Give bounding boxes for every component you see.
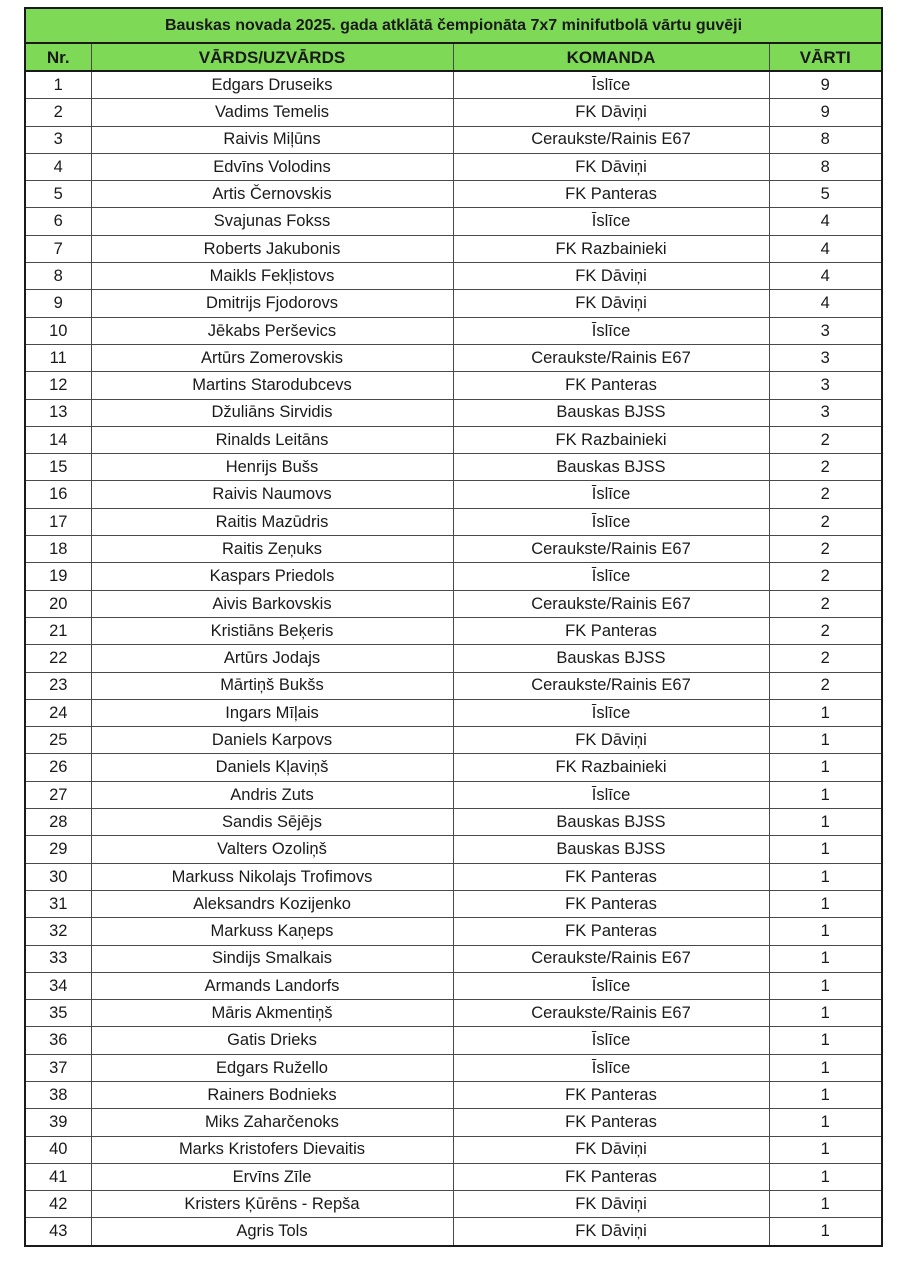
table-row [25, 235, 882, 262]
cell-goals: 2 [769, 563, 882, 590]
cell-team: FK Panteras [453, 372, 769, 399]
table-row [25, 71, 882, 99]
table-row [25, 1027, 882, 1054]
table-row [25, 426, 882, 453]
cell-nr: 35 [25, 1000, 91, 1027]
cell-nr: 3 [25, 126, 91, 153]
cell-goals: 2 [769, 645, 882, 672]
cell-name: Edvīns Volodins [91, 153, 453, 180]
cell-nr: 15 [25, 454, 91, 481]
cell-nr: 38 [25, 1081, 91, 1108]
cell-team: FK Panteras [453, 1081, 769, 1108]
cell-team: Īslīce [453, 71, 769, 99]
cell-nr: 31 [25, 890, 91, 917]
cell-team: FK Razbainieki [453, 235, 769, 262]
table-row [25, 208, 882, 235]
cell-goals: 1 [769, 1163, 882, 1190]
cell-team: FK Dāviņi [453, 1136, 769, 1163]
cell-nr: 11 [25, 344, 91, 371]
cell-name: Henrijs Bušs [91, 454, 453, 481]
cell-team: Ceraukste/Rainis E67 [453, 536, 769, 563]
cell-nr: 40 [25, 1136, 91, 1163]
table-row [25, 290, 882, 317]
table-title: Bauskas novada 2025. gada atklātā čempionāta 7x7 minifutbolā vārtu guvēji [25, 8, 882, 43]
table-row [25, 754, 882, 781]
cell-team: Īslīce [453, 208, 769, 235]
cell-name: Jēkabs Perševics [91, 317, 453, 344]
cell-goals: 2 [769, 590, 882, 617]
cell-goals: 3 [769, 399, 882, 426]
cell-nr: 17 [25, 508, 91, 535]
table-row [25, 153, 882, 180]
cell-name: Artūrs Jodajs [91, 645, 453, 672]
cell-goals: 1 [769, 754, 882, 781]
cell-nr: 1 [25, 71, 91, 99]
table-row [25, 945, 882, 972]
table-row [25, 699, 882, 726]
cell-name: Gatis Drieks [91, 1027, 453, 1054]
cell-name: Daniels Karpovs [91, 727, 453, 754]
table-row [25, 563, 882, 590]
cell-nr: 7 [25, 235, 91, 262]
cell-name: Ingars Mīļais [91, 699, 453, 726]
cell-nr: 43 [25, 1218, 91, 1246]
table-row [25, 1136, 882, 1163]
cell-name: Kaspars Priedols [91, 563, 453, 590]
cell-name: Rainers Bodnieks [91, 1081, 453, 1108]
cell-name: Raivis Naumovs [91, 481, 453, 508]
cell-goals: 1 [769, 809, 882, 836]
cell-goals: 1 [769, 1136, 882, 1163]
cell-team: FK Panteras [453, 617, 769, 644]
cell-team: Bauskas BJSS [453, 809, 769, 836]
cell-name: Svajunas Fokss [91, 208, 453, 235]
cell-nr: 13 [25, 399, 91, 426]
cell-team: Ceraukste/Rainis E67 [453, 590, 769, 617]
cell-goals: 2 [769, 536, 882, 563]
cell-name: Miks Zaharčenoks [91, 1109, 453, 1136]
cell-goals: 3 [769, 372, 882, 399]
header-goals: VĀRTI [769, 43, 882, 71]
table-row [25, 263, 882, 290]
cell-goals: 1 [769, 1218, 882, 1246]
cell-nr: 37 [25, 1054, 91, 1081]
table-row [25, 727, 882, 754]
cell-team: FK Panteras [453, 181, 769, 208]
cell-goals: 1 [769, 918, 882, 945]
cell-team: FK Panteras [453, 918, 769, 945]
cell-goals: 9 [769, 71, 882, 99]
table-row [25, 836, 882, 863]
cell-team: FK Razbainieki [453, 426, 769, 453]
cell-team: Īslīce [453, 781, 769, 808]
cell-name: Ervīns Zīle [91, 1163, 453, 1190]
table-row [25, 399, 882, 426]
cell-goals: 1 [769, 945, 882, 972]
cell-goals: 1 [769, 972, 882, 999]
table-row [25, 454, 882, 481]
cell-team: Ceraukste/Rainis E67 [453, 945, 769, 972]
cell-name: Daniels Kļaviņš [91, 754, 453, 781]
cell-goals: 1 [769, 836, 882, 863]
cell-nr: 36 [25, 1027, 91, 1054]
cell-nr: 2 [25, 99, 91, 126]
cell-team: Ceraukste/Rainis E67 [453, 344, 769, 371]
cell-goals: 4 [769, 263, 882, 290]
table-row [25, 126, 882, 153]
cell-team: Ceraukste/Rainis E67 [453, 126, 769, 153]
cell-nr: 6 [25, 208, 91, 235]
cell-name: Agris Tols [91, 1218, 453, 1246]
cell-name: Dmitrijs Fjodorovs [91, 290, 453, 317]
table-row [25, 781, 882, 808]
cell-team: Bauskas BJSS [453, 836, 769, 863]
table-row [25, 809, 882, 836]
cell-team: Īslīce [453, 1054, 769, 1081]
cell-nr: 25 [25, 727, 91, 754]
cell-goals: 2 [769, 672, 882, 699]
cell-team: FK Panteras [453, 890, 769, 917]
cell-goals: 2 [769, 481, 882, 508]
cell-nr: 29 [25, 836, 91, 863]
cell-team: Bauskas BJSS [453, 645, 769, 672]
header-team: KOMANDA [453, 43, 769, 71]
table-row [25, 1191, 882, 1218]
cell-nr: 5 [25, 181, 91, 208]
cell-team: FK Dāviņi [453, 290, 769, 317]
table-row [25, 508, 882, 535]
cell-goals: 2 [769, 454, 882, 481]
cell-team: Bauskas BJSS [453, 399, 769, 426]
cell-name: Aleksandrs Kozijenko [91, 890, 453, 917]
table-row [25, 1054, 882, 1081]
cell-nr: 34 [25, 972, 91, 999]
table-row [25, 890, 882, 917]
cell-nr: 10 [25, 317, 91, 344]
cell-name: Sindijs Smalkais [91, 945, 453, 972]
table-row [25, 1218, 882, 1246]
cell-name: Armands Landorfs [91, 972, 453, 999]
cell-nr: 9 [25, 290, 91, 317]
cell-name: Markuss Nikolajs Trofimovs [91, 863, 453, 890]
cell-name: Kristers Ķūrēns - Repša [91, 1191, 453, 1218]
cell-name: Markuss Kaņeps [91, 918, 453, 945]
table-row [25, 1163, 882, 1190]
cell-name: Edgars Ružello [91, 1054, 453, 1081]
cell-nr: 24 [25, 699, 91, 726]
table-row [25, 1109, 882, 1136]
table-row [25, 181, 882, 208]
cell-team: FK Panteras [453, 863, 769, 890]
cell-nr: 41 [25, 1163, 91, 1190]
scorers-sheet [24, 7, 881, 1247]
table-row [25, 972, 882, 999]
cell-nr: 26 [25, 754, 91, 781]
scorers-table [24, 7, 883, 1247]
cell-goals: 4 [769, 290, 882, 317]
table-row [25, 317, 882, 344]
cell-goals: 8 [769, 153, 882, 180]
table-row [25, 617, 882, 644]
cell-goals: 1 [769, 890, 882, 917]
cell-nr: 30 [25, 863, 91, 890]
cell-goals: 1 [769, 1109, 882, 1136]
cell-goals: 1 [769, 699, 882, 726]
cell-nr: 8 [25, 263, 91, 290]
cell-nr: 23 [25, 672, 91, 699]
cell-nr: 4 [25, 153, 91, 180]
cell-team: Īslīce [453, 508, 769, 535]
table-body [25, 71, 882, 1246]
cell-goals: 4 [769, 208, 882, 235]
cell-nr: 28 [25, 809, 91, 836]
cell-goals: 2 [769, 426, 882, 453]
table-row [25, 863, 882, 890]
cell-name: Māris Akmentiņš [91, 1000, 453, 1027]
cell-name: Rinalds Leitāns [91, 426, 453, 453]
cell-nr: 19 [25, 563, 91, 590]
cell-goals: 1 [769, 1054, 882, 1081]
cell-nr: 14 [25, 426, 91, 453]
table-row [25, 344, 882, 371]
header-nr: Nr. [25, 43, 91, 71]
cell-goals: 5 [769, 181, 882, 208]
cell-goals: 1 [769, 1081, 882, 1108]
table-row [25, 481, 882, 508]
cell-team: FK Dāviņi [453, 263, 769, 290]
cell-team: Īslīce [453, 481, 769, 508]
cell-goals: 2 [769, 508, 882, 535]
cell-goals: 1 [769, 1027, 882, 1054]
cell-goals: 3 [769, 344, 882, 371]
cell-name: Mārtiņš Bukšs [91, 672, 453, 699]
cell-team: FK Dāviņi [453, 727, 769, 754]
cell-name: Aivis Barkovskis [91, 590, 453, 617]
cell-name: Maikls Fekļistovs [91, 263, 453, 290]
table-row [25, 645, 882, 672]
cell-goals: 2 [769, 617, 882, 644]
cell-name: Artis Černovskis [91, 181, 453, 208]
cell-team: Īslīce [453, 699, 769, 726]
cell-name: Marks Kristofers Dievaitis [91, 1136, 453, 1163]
cell-nr: 33 [25, 945, 91, 972]
title-row [25, 8, 882, 43]
cell-team: FK Dāviņi [453, 1218, 769, 1246]
cell-team: Īslīce [453, 972, 769, 999]
cell-nr: 22 [25, 645, 91, 672]
table-row [25, 1081, 882, 1108]
table-row [25, 672, 882, 699]
table-row [25, 536, 882, 563]
cell-name: Andris Zuts [91, 781, 453, 808]
cell-nr: 42 [25, 1191, 91, 1218]
cell-team: Īslīce [453, 317, 769, 344]
cell-name: Raitis Mazūdris [91, 508, 453, 535]
cell-team: FK Dāviņi [453, 153, 769, 180]
cell-team: FK Panteras [453, 1163, 769, 1190]
cell-goals: 9 [769, 99, 882, 126]
cell-nr: 27 [25, 781, 91, 808]
cell-nr: 32 [25, 918, 91, 945]
cell-nr: 12 [25, 372, 91, 399]
cell-name: Valters Ozoliņš [91, 836, 453, 863]
cell-name: Raivis Miļūns [91, 126, 453, 153]
cell-team: Bauskas BJSS [453, 454, 769, 481]
cell-name: Raitis Zeņuks [91, 536, 453, 563]
cell-team: FK Panteras [453, 1109, 769, 1136]
cell-goals: 1 [769, 781, 882, 808]
cell-team: Ceraukste/Rainis E67 [453, 1000, 769, 1027]
cell-name: Artūrs Zomerovskis [91, 344, 453, 371]
header-row [25, 43, 882, 71]
cell-team: FK Dāviņi [453, 99, 769, 126]
cell-goals: 8 [769, 126, 882, 153]
table-row [25, 99, 882, 126]
cell-goals: 3 [769, 317, 882, 344]
cell-goals: 1 [769, 863, 882, 890]
cell-nr: 21 [25, 617, 91, 644]
cell-team: Īslīce [453, 1027, 769, 1054]
table-row [25, 372, 882, 399]
cell-nr: 16 [25, 481, 91, 508]
cell-team: Īslīce [453, 563, 769, 590]
cell-name: Martins Starodubcevs [91, 372, 453, 399]
cell-nr: 39 [25, 1109, 91, 1136]
cell-name: Kristiāns Beķeris [91, 617, 453, 644]
cell-goals: 1 [769, 1191, 882, 1218]
cell-name: Sandis Sējējs [91, 809, 453, 836]
cell-team: Ceraukste/Rainis E67 [453, 672, 769, 699]
cell-name: Džuliāns Sirvidis [91, 399, 453, 426]
cell-nr: 20 [25, 590, 91, 617]
table-row [25, 918, 882, 945]
cell-name: Roberts Jakubonis [91, 235, 453, 262]
table-row [25, 1000, 882, 1027]
cell-goals: 4 [769, 235, 882, 262]
cell-name: Edgars Druseiks [91, 71, 453, 99]
cell-name: Vadims Temelis [91, 99, 453, 126]
header-name: VĀRDS/UZVĀRDS [91, 43, 453, 71]
cell-team: FK Razbainieki [453, 754, 769, 781]
cell-team: FK Dāviņi [453, 1191, 769, 1218]
cell-goals: 1 [769, 1000, 882, 1027]
cell-nr: 18 [25, 536, 91, 563]
table-row [25, 590, 882, 617]
cell-goals: 1 [769, 727, 882, 754]
